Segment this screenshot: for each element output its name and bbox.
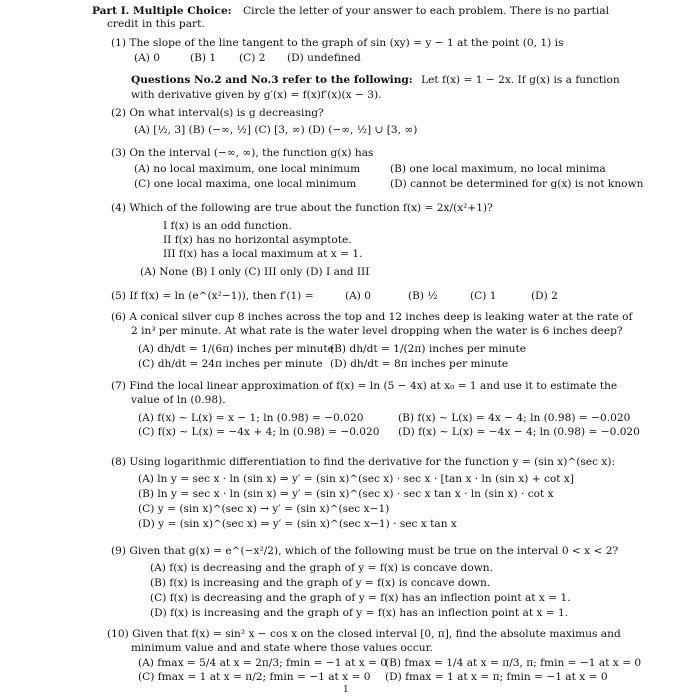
q10-option-d[interactable]: (D) fmax = 1 at x = π; fmin = −1 at x = 0 <box>385 671 608 683</box>
instructions: Circle the letter of your answer to each problem. There is no partial <box>242 5 610 17</box>
q10-stem-2: minimum value and and state where those values occur. <box>131 642 433 654</box>
note-line <box>131 74 620 87</box>
q1-stem: (1) The slope of the line tangent to the graph of sin (xy) = y − 1 at the point (0, 1) is <box>111 37 564 49</box>
q9-option-b[interactable]: (B) f(x) is increasing and the graph of y = f(x) is concave down. <box>150 577 491 589</box>
instructions-cont: credit in this part. <box>107 18 205 30</box>
q7-option-b[interactable]: (B) f(x) ∼ L(x) = 4x − 4; ln (0.98) = −0.020 <box>398 412 631 424</box>
q10-option-b[interactable]: (B) fmax = 1/4 at x = π/3, π; fmin = −1 at x = 0 <box>385 657 642 669</box>
q5-option-c[interactable]: (C) 1 <box>470 290 497 302</box>
q4-statement-iii: III f(x) has a local maximum at x = 1. <box>163 248 363 260</box>
q7-stem-2: value of ln (0.98). <box>131 394 226 406</box>
q7-option-c[interactable]: (C) f(x) ∼ L(x) = −4x + 4; ln (0.98) = −0.020 <box>138 426 380 438</box>
q5-option-a[interactable]: (A) 0 <box>345 290 372 302</box>
q6-option-c[interactable]: (C) dh/dt = 24π inches per minute <box>138 358 323 370</box>
q9-option-c[interactable]: (C) f(x) is decreasing and the graph of y = f(x) has an inflection point at x = 1. <box>150 592 571 604</box>
page-number: 1 <box>343 685 349 695</box>
q8-option-c[interactable]: (C) y = (sin x)^(sec x) → y′ = (sin x)^(sec x−1) <box>138 503 390 515</box>
q9-stem: (9) Given that g(x) = e^(−x²/2), which of the following must be true on the interval 0 < x < 2? <box>111 545 619 557</box>
q6-option-a[interactable]: (A) dh/dt = 1/(6π) inches per minute <box>138 343 334 355</box>
q6-option-b[interactable]: (B) dh/dt = 1/(2π) inches per minute <box>330 343 527 355</box>
q3-option-b[interactable]: (B) one local maximum, no local minima <box>390 163 606 175</box>
q4-statement-ii: II f(x) has no horizontal asymptote. <box>163 234 352 246</box>
q8-option-b[interactable]: (B) ln y = sec x · ln (sin x) ⇒ y′ = (sin x)^(sec x) · sec x tan x · ln (sin x) · cot x <box>138 488 554 500</box>
note-text: Let f(x) = 1 − 2x. If g(x) is a function <box>421 74 620 86</box>
q9-option-a[interactable]: (A) f(x) is decreasing and the graph of y = f(x) is concave down. <box>150 562 493 574</box>
q6-stem: (6) A conical silver cup 8 inches across the top and 12 inches deep is leaking water at the rate of <box>111 311 633 323</box>
q10-option-c[interactable]: (C) fmax = 1 at x = π/2; fmin = −1 at x = 0 <box>138 671 371 683</box>
q1-option-d[interactable]: (D) undefined <box>287 52 361 64</box>
q2-options[interactable]: (A) [½, 3] (B) (−∞, ½] (C) [3, ∞) (D) (−∞, ½] ∪ [3, ∞) <box>134 124 418 136</box>
q8-stem: (8) Using logarithmic differentiation to find the derivative for the function y = (sin x)^(sec x): <box>111 456 616 468</box>
q9-option-d[interactable]: (D) f(x) is increasing and the graph of y = f(x) has an inflection point at x = 1. <box>150 607 569 619</box>
q7-stem: (7) Find the local linear approximation of f(x) = ln (5 − 4x) at x₀ = 1 and use it to estimate the <box>111 380 618 392</box>
q6-stem-2: 2 in³ per minute. At what rate is the water level dropping when the water is 6 inches deep? <box>131 325 623 337</box>
q3-option-c[interactable]: (C) one local maxima, one local minimum <box>134 178 357 190</box>
q7-option-d[interactable]: (D) f(x) ∼ L(x) = −4x − 4; ln (0.98) = −0.020 <box>398 426 640 438</box>
part-title: Part I. Multiple Choice: <box>92 5 232 17</box>
q1-option-c[interactable]: (C) 2 <box>239 52 266 64</box>
q4-options[interactable]: (A) None (B) I only (C) III only (D) I and III <box>140 266 370 278</box>
q8-option-d[interactable]: (D) y = (sin x)^(sec x) ⇒ y′ = (sin x)^(sec x−1) · sec x tan x <box>138 518 457 530</box>
header-line <box>92 5 609 18</box>
q3-stem: (3) On the interval (−∞, ∞), the function g(x) has <box>111 147 374 159</box>
q3-option-d[interactable]: (D) cannot be determined for g(x) is not known <box>390 178 644 190</box>
q1-option-a[interactable]: (A) 0 <box>134 52 161 64</box>
note-text-2: with derivative given by g′(x) = f(x)f′(x)(x − 3). <box>131 89 382 101</box>
q6-option-d[interactable]: (D) dh/dt = 8π inches per minute <box>330 358 509 370</box>
q5-option-b[interactable]: (B) ½ <box>408 290 438 302</box>
q8-option-a[interactable]: (A) ln y = sec x · ln (sin x) ⇒ y′ = (sin x)^(sec x) · sec x · [tan x · ln (sin x) + cot x] <box>138 473 575 485</box>
q7-option-a[interactable]: (A) f(x) ∼ L(x) = x − 1; ln (0.98) = −0.020 <box>138 412 364 424</box>
q3-option-a[interactable]: (A) no local maximum, one local minimum <box>134 163 361 175</box>
q10-option-a[interactable]: (A) fmax = 5/4 at x = 2π/3; fmin = −1 at x = 0 <box>138 657 388 669</box>
q1-option-b[interactable]: (B) 1 <box>190 52 217 64</box>
q4-stem: (4) Which of the following are true about the function f(x) = 2x/(x²+1)? <box>111 202 493 214</box>
q2-stem: (2) On what interval(s) is g decreasing? <box>111 107 324 119</box>
q5-option-d[interactable]: (D) 2 <box>531 290 558 302</box>
q4-statement-i: I f(x) is an odd function. <box>163 220 292 232</box>
q5-stem: (5) If f(x) = ln (e^(x²−1)), then f′(1) = <box>111 290 314 302</box>
note-bold: Questions No.2 and No.3 refer to the following: <box>131 74 413 86</box>
q10-stem: (10) Given that f(x) = sin² x − cos x on the closed interval [0, π], find the absolute maximus and <box>107 628 621 640</box>
